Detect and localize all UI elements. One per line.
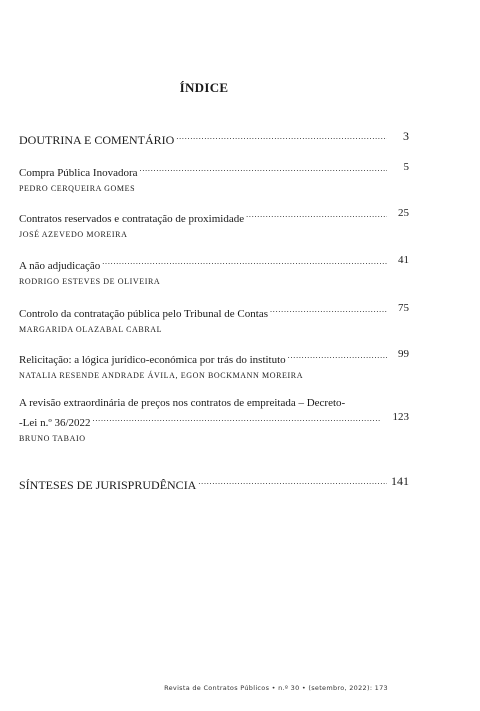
page-title: ÍNDICE (179, 80, 229, 95)
toc-entry-title: Compra Pública Inovadora (19, 167, 138, 179)
toc-entry-page: 99 (398, 348, 409, 360)
leader-dots (102, 254, 387, 269)
toc-entry-author: PEDRO CERQUEIRA GOMES (19, 184, 136, 193)
toc-entry-page: 3 (403, 129, 409, 143)
toc-entry-title: A não adjudicação (19, 260, 101, 272)
toc-entry-page: 141 (391, 474, 409, 488)
toc-entry-author: MARGARIDA OLAZABAL CABRAL (19, 325, 163, 334)
toc-entry-page: 75 (398, 302, 409, 314)
toc-entry-title: -Lei n.º 36/2022 (19, 417, 91, 429)
toc-entry-page: 5 (403, 161, 409, 173)
toc-entry-doutrina[interactable] (19, 129, 409, 148)
leader-dots (198, 474, 387, 489)
toc-entry-title: Relicitação: a lógica jurídico-económica por trás do instituto (19, 354, 286, 366)
toc-entry-author: JOSÉ AZEVEDO MOREIRA (19, 230, 128, 239)
toc-entry-relicitacao[interactable] (19, 348, 409, 380)
leader-dots (176, 129, 387, 144)
toc-entry-title: Contratos reservados e contratação de proximidade (19, 213, 245, 225)
toc-entry-title: DOUTRINA E COMENTÁRIO (19, 133, 175, 147)
leader-dots (93, 411, 387, 426)
toc-entry-title: SÍNTESES DE JURISPRUDÊNCIA (19, 478, 197, 492)
toc-entry-controlo[interactable] (19, 302, 409, 334)
toc-entry-title-line1: A revisão extraordinária de preços nos contratos de empreitada – Decreto- (19, 397, 346, 409)
toc-entry-page: 123 (392, 411, 409, 423)
leader-dots (140, 161, 387, 176)
toc-entry-author: NATALIA RESENDE ANDRADE ÁVILA, EGON BOCKMANN MOREIRA (19, 371, 304, 380)
toc-entry-sinteses[interactable] (19, 474, 409, 493)
toc-entry-compra-publica[interactable] (19, 161, 409, 193)
toc-entry-author: BRUNO TABAIO (19, 434, 86, 443)
toc-entry-author: RODRIGO ESTEVES DE OLIVEIRA (19, 277, 161, 286)
toc-entry-title: Controlo da contratação pública pelo Tribunal de Contas (19, 308, 268, 320)
toc-entry-revisao-precos[interactable] (19, 396, 409, 443)
toc-entry-page: 41 (398, 254, 409, 266)
toc-entry-page: 25 (398, 207, 409, 219)
toc-entry-nao-adjudicacao[interactable] (19, 254, 409, 286)
leader-dots (246, 207, 387, 222)
page-footer: Revista de Contratos Públicos • n.º 30 • (setembro, 2022): 173 (164, 684, 388, 692)
toc-entry-contratos-reservados[interactable] (19, 207, 409, 239)
